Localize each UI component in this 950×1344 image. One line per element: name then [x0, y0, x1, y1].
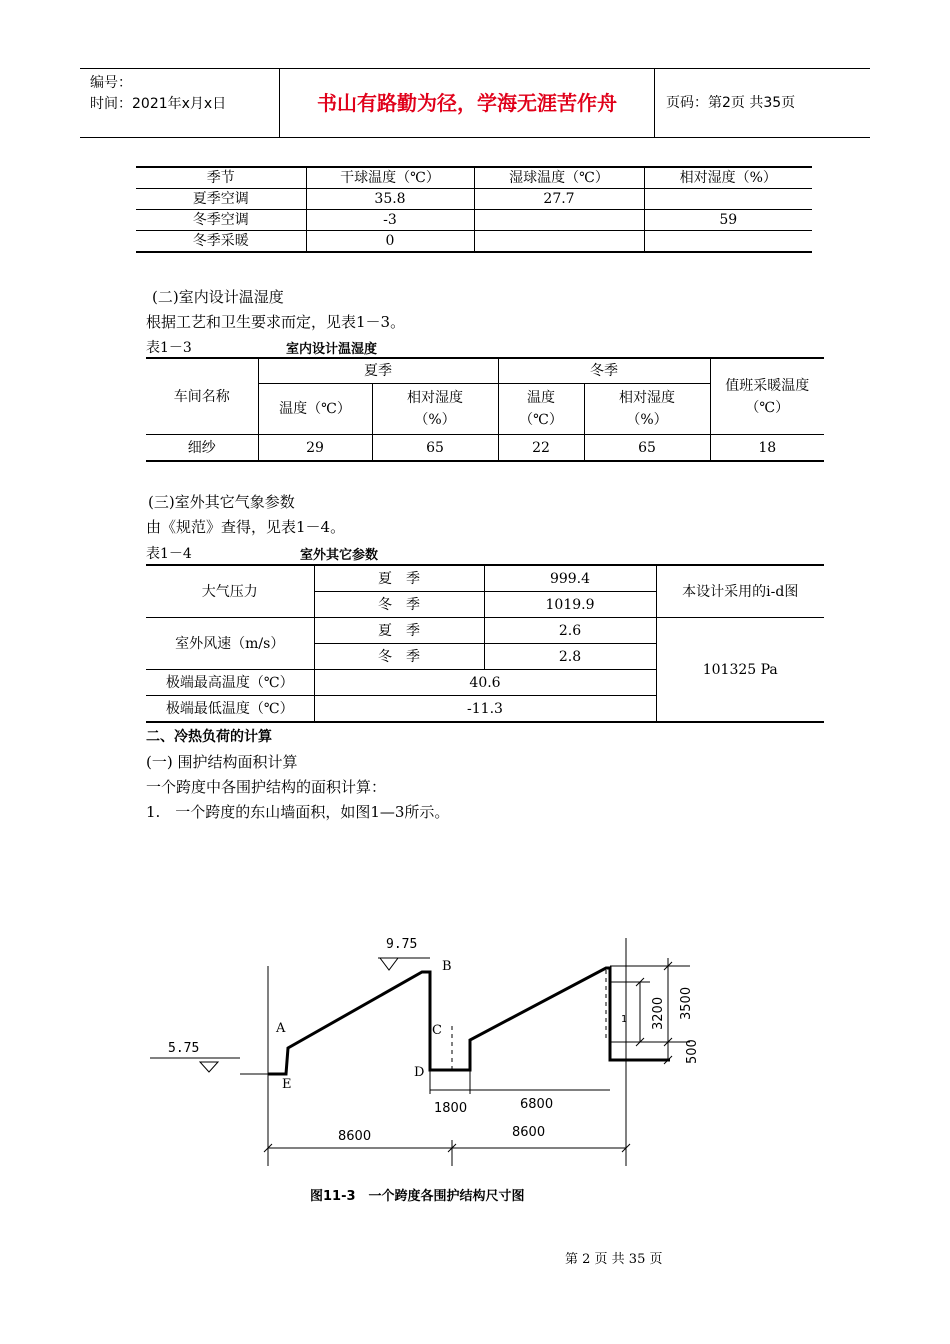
table-cell: 冬 季	[314, 592, 484, 618]
table-cell: 40.6	[314, 670, 656, 696]
dimension-label: 8600	[338, 1129, 372, 1144]
list-item: 1. 一个跨度的东山墙面积，如图1—3所示。	[146, 803, 450, 821]
section-heading: (二)室内设计温湿度	[152, 288, 284, 306]
table-cell: 27.7	[474, 189, 644, 210]
table-row	[136, 189, 812, 210]
table-cell: -3	[306, 210, 474, 231]
dimension-label: 3500	[679, 986, 694, 1020]
table-cell: 18	[710, 435, 824, 462]
header-meta	[80, 69, 280, 137]
dimension-label: 1	[621, 1014, 628, 1025]
indoor-design-table	[146, 357, 824, 462]
table-number: 表1－3	[146, 340, 192, 356]
elevation-label: 5.75	[168, 1041, 200, 1056]
header-page-info: 页码：第2页 共35页	[666, 95, 796, 111]
dimension-label: 1800	[434, 1101, 468, 1116]
table-header: 温度（℃）	[498, 384, 584, 435]
table-cell	[474, 210, 644, 231]
table-cell: 65	[372, 435, 498, 462]
table-header: 冬季	[498, 358, 710, 384]
table-header: 相对湿度（%）	[644, 167, 812, 189]
figure-caption: 图11-3 一个跨度各围护结构尺寸图	[310, 1189, 525, 1204]
table-row	[136, 210, 812, 231]
time-label: 时间：2021年x月x日	[90, 96, 227, 112]
paragraph: 一个跨度中各围护结构的面积计算：	[146, 778, 387, 796]
elevation-triangle	[200, 1062, 218, 1072]
table-cell: 2.8	[484, 644, 656, 670]
table-cell	[644, 189, 812, 210]
table-cell: -11.3	[314, 696, 656, 723]
page-header	[80, 68, 870, 138]
table-header: 车间名称	[146, 358, 258, 435]
table-cell: 0	[306, 231, 474, 253]
table-cell: 冬季空调	[136, 210, 306, 231]
dimension-label: 8600	[512, 1125, 546, 1140]
table-header: 相对湿度（%）	[372, 384, 498, 435]
table-header: 值班采暖温度（℃）	[710, 358, 824, 435]
table-header: 湿球温度（℃）	[474, 167, 644, 189]
table-cell: 夏 季	[314, 618, 484, 644]
table-header: 季节	[136, 167, 306, 189]
table-row	[146, 435, 824, 462]
table-cell	[644, 231, 812, 253]
paragraph: 根据工艺和卫生要求而定，见表1－3。	[146, 313, 406, 331]
serial-label: 编号：	[90, 75, 132, 91]
dimension-label: 6800	[520, 1097, 554, 1112]
table-row	[146, 618, 824, 644]
table-cell: 29	[258, 435, 372, 462]
point-label-d: D	[414, 1065, 425, 1080]
table-header: 温度（℃）	[258, 384, 372, 435]
table-row	[136, 167, 812, 189]
table-cell: 冬季采暖	[192, 233, 249, 249]
table-cell: 101325 Pa	[656, 618, 824, 723]
header-motto: 书山有路勤为径，学海无涯苦作舟	[280, 69, 655, 137]
table-cell: 极端最低温度（℃）	[146, 696, 314, 723]
table-title: 室内设计温湿度	[286, 342, 378, 357]
point-label-c: C	[432, 1023, 442, 1038]
table-header: 相对湿度（%）	[584, 384, 710, 435]
table-cell: 22	[498, 435, 584, 462]
table-header: 干球温度（℃）	[306, 167, 474, 189]
point-label-b: B	[442, 959, 452, 974]
table-cell: 室外风速（m/s）	[146, 618, 314, 670]
table-title: 室外其它参数	[300, 548, 379, 563]
table-cell: 1019.9	[484, 592, 656, 618]
table-cell: 59	[644, 210, 812, 231]
table-row	[136, 231, 812, 253]
page-footer: 第 2 页 共 35 页	[565, 1252, 663, 1267]
point-label-e: E	[282, 1077, 292, 1092]
dimension-label: 500	[685, 1039, 700, 1064]
elevation-triangle	[380, 958, 398, 970]
table-cell: 999.4	[484, 565, 656, 592]
outdoor-other-table	[146, 564, 824, 723]
table-number: 表1－4	[146, 546, 192, 562]
section-heading: (三)室外其它气象参数	[148, 493, 295, 511]
elevation-label: 9.75	[386, 937, 418, 952]
section-heading: 二、冷热负荷的计算	[146, 729, 272, 745]
table-cell	[474, 231, 644, 253]
table-cell: 细纱	[146, 435, 258, 462]
table-cell: 35.8	[306, 189, 474, 210]
table-cell: 夏季空调	[136, 189, 306, 210]
paragraph: 由《规范》查得，见表1－4。	[146, 518, 346, 536]
outdoor-design-table	[136, 166, 812, 253]
table-cell: 65	[584, 435, 710, 462]
table-cell: 2.6	[484, 618, 656, 644]
structure-dimension-figure	[140, 930, 720, 1220]
table-cell: 冬 季	[314, 644, 484, 670]
table-cell: 极端最高温度（℃）	[146, 670, 314, 696]
table-cell: 夏 季	[314, 565, 484, 592]
point-label-a: A	[276, 1021, 286, 1036]
table-row	[146, 358, 824, 384]
table-header: 夏季	[258, 358, 498, 384]
sub-heading: (一) 围护结构面积计算	[146, 753, 298, 771]
table-row	[146, 565, 824, 592]
dimension-label: 3200	[651, 996, 666, 1030]
table-cell: 本设计采用的i-d图	[656, 565, 824, 618]
table-cell: 大气压力	[146, 565, 314, 618]
